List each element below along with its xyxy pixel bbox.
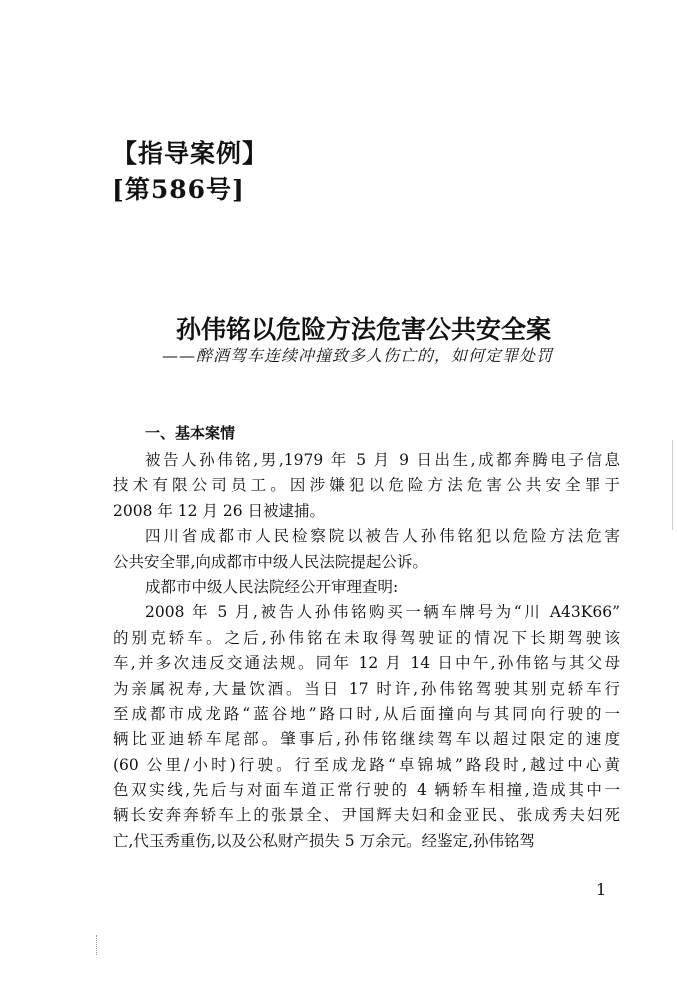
paragraph-line: 四川省成都市人民检察院以被告人孙伟铭犯以危险方法危害 xyxy=(145,527,620,546)
paragraph-line: 成都市中级人民法院经公开审理查明: xyxy=(145,577,399,596)
paragraph-line: 的别克轿车。之后,孙伟铭在未取得驾驶证的情况下长期驾驶该 xyxy=(113,628,620,647)
paragraph-line: 辆长安奔奔轿车上的张景全、尹国辉夫妇和金亚民、张成秀夫妇死 xyxy=(113,806,620,825)
paragraph-line: 技术有限公司员工。因涉嫌犯以危险方法危害公共安全罪于 xyxy=(113,476,620,495)
paragraph-line: 辆比亚迪轿车尾部。肇事后,孙伟铭继续驾车以超过限定的速度 xyxy=(113,730,620,749)
paragraph-line: 为亲属祝寿,大量饮酒。当日 17 时许,孙伟铭驾驶其别克轿车行 xyxy=(113,679,620,698)
paragraph-line: 亡,代玉秀重伤,以及公私财产损失 5 万余元。经鉴定,孙伟铭驾 xyxy=(113,831,535,850)
body-text xyxy=(113,448,620,854)
paragraph-line: 色双实线,先后与对面车道正常行驶的 4 辆轿车相撞,造成其中一 xyxy=(113,781,620,800)
case-title: 孙伟铭以危险方法危害公共安全案 xyxy=(175,315,551,344)
page-edge-line xyxy=(672,440,673,530)
paragraph-line: 公共安全罪,向成都市中级人民法院提起公诉。 xyxy=(113,552,428,571)
case-category-header: 【指导案例】 xyxy=(112,139,269,168)
paragraph-line: 车,并多次违反交通法规。同年 12 月 14 日中午,孙伟铭与其父母 xyxy=(113,654,620,673)
paragraph-line: (60 公里/小时)行驶。行至成龙路“卓锦城”路段时,越过中心黄 xyxy=(113,755,620,774)
section-heading: 一、基本案情 xyxy=(145,424,236,442)
paragraph-line: 2008 年 5 月,被告人孙伟铭购买一辆车牌号为“川 A43K66” xyxy=(145,603,620,622)
paragraph-line: 至成都市成龙路“蓝谷地”路口时,从后面撞向与其同向行驶的一 xyxy=(113,704,620,723)
paragraph-line: 被告人孙伟铭,男,1979 年 5 月 9 日出生,成都奔腾电子信息 xyxy=(145,451,620,469)
scan-mark xyxy=(96,935,98,955)
case-subtitle: ——醉酒驾车连续冲撞致多人伤亡的，如何定罪处罚 xyxy=(162,346,554,365)
case-number-header: [第586号] xyxy=(112,175,245,204)
paragraph-line: 2008 年 12 月 26 日被逮捕。 xyxy=(113,501,326,520)
page-number: 1 xyxy=(596,880,607,899)
